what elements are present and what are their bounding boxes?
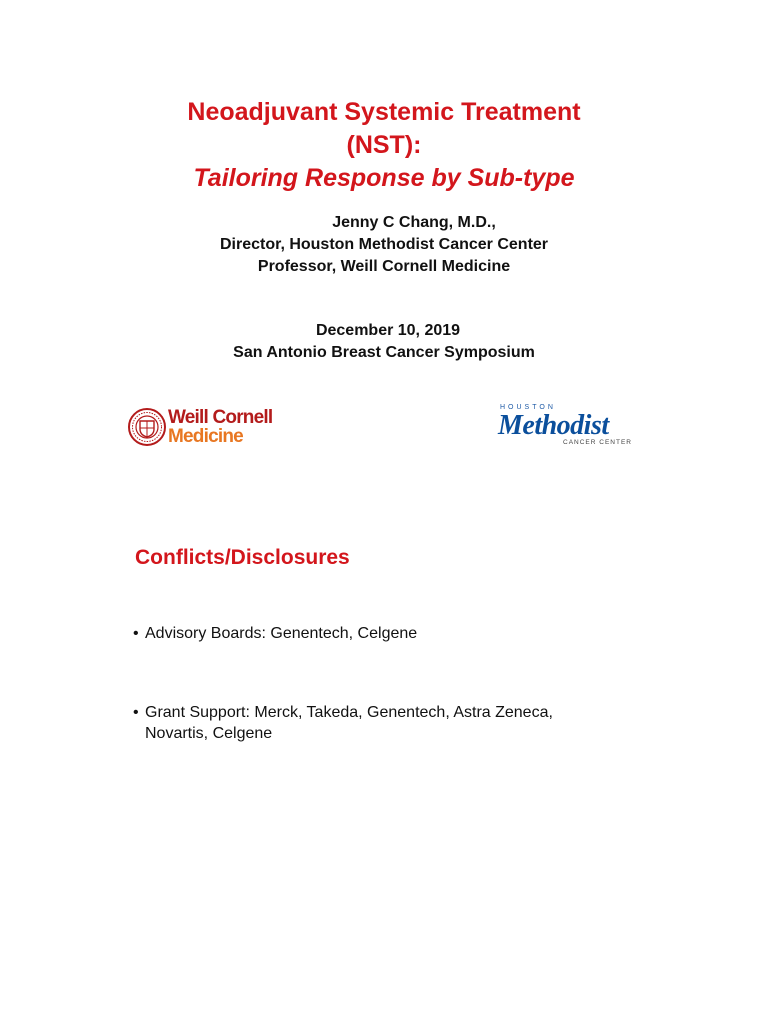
weill-cornell-seal-icon xyxy=(128,408,166,446)
weill-cornell-wordmark: Weill Cornell xyxy=(168,407,273,428)
event-block xyxy=(0,320,768,364)
houston-wordmark: HOUSTON xyxy=(500,404,556,411)
author-block xyxy=(0,212,768,278)
medicine-wordmark: Medicine xyxy=(168,426,243,447)
cancer-center-wordmark: CANCER CENTER xyxy=(563,439,632,446)
disclosure-item xyxy=(133,702,653,744)
methodist-wordmark: Methodist xyxy=(498,410,609,441)
author-affiliation-1: Director, Houston Methodist Cancer Center xyxy=(219,236,549,253)
disclosure-text: Advisory Boards: Genentech, Celgene xyxy=(145,625,418,642)
bullet-icon: • xyxy=(133,704,139,721)
houston-methodist-logo xyxy=(498,404,638,450)
slide-subtitle: Tailoring Response by Sub-type xyxy=(193,164,575,192)
disclosure-item xyxy=(133,623,653,644)
event-name: San Antonio Breast Cancer Symposium xyxy=(233,344,535,361)
bullet-icon: • xyxy=(133,625,139,642)
disclosure-text: Grant Support: Merck, Takeda, Genentech, Astra Zeneca, xyxy=(145,704,553,721)
author-affiliation-2: Professor, Weill Cornell Medicine xyxy=(257,258,511,275)
author-name: Jenny C Chang, M.D., xyxy=(332,214,496,231)
disclosures-heading: Conflicts/Disclosures xyxy=(135,546,350,569)
presentation-date: December 10, 2019 xyxy=(315,322,461,339)
title-line-2: (NST): xyxy=(346,131,422,159)
slide-title xyxy=(0,96,768,195)
title-line-1: Neoadjuvant Systemic Treatment xyxy=(187,98,581,126)
disclosure-text-continued: Novartis, Celgene xyxy=(145,725,273,742)
